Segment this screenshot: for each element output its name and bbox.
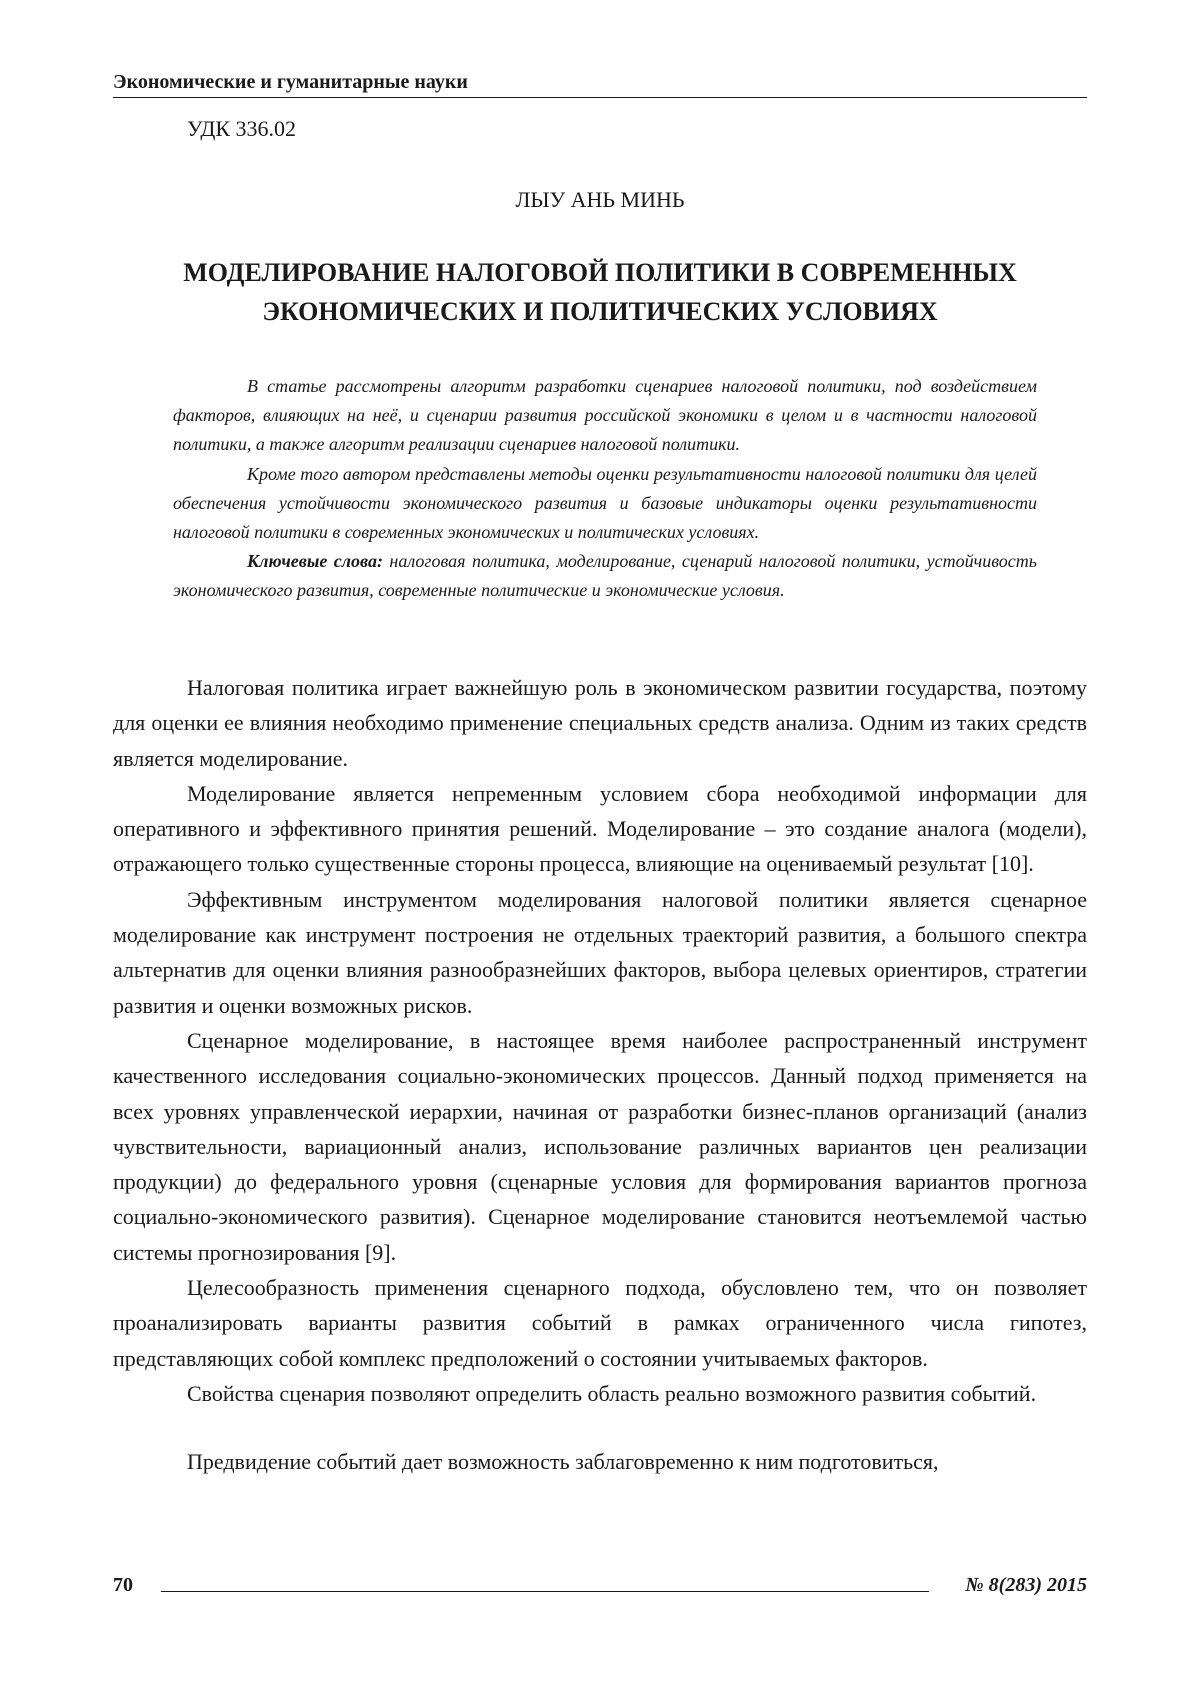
title-line-1: МОДЕЛИРОВАНИЕ НАЛОГОВОЙ ПОЛИТИКИ В СОВРЕМЕННЫХ bbox=[113, 253, 1087, 292]
body-paragraph: Сценарное моделирование, в настоящее время наиболее распространенный инструмент качественного исследования социально-экономических процессов. Данный подход применяется на всех уровнях управленческой иерархии, начиная от разработки бизнес-планов организаций (анализ чувствительности, вариационный анализ, использование различных вариантов цен реализации продукции) до федерального уровня (сценарные условия для формирования вариантов прогноза социально-экономического развития). Сценарное моделирование становится неотъемлемой частью системы прогнозирования [9]. bbox=[113, 1023, 1087, 1270]
body-paragraph: Моделирование является непременным условием сбора необходимой информации для оперативного и эффективного принятия решений. Моделирование – это создание аналога (модели), отражающего только существенные стороны процесса, влияющие на оцениваемый результат [10]. bbox=[113, 776, 1087, 882]
udk-code: УДК 336.02 bbox=[187, 116, 296, 142]
running-head: Экономические и гуманитарные науки bbox=[113, 71, 1087, 98]
title-line-2: ЭКОНОМИЧЕСКИХ И ПОЛИТИЧЕСКИХ УСЛОВИЯХ bbox=[113, 292, 1087, 331]
body-paragraph: Предвидение событий дает возможность заблаговременно к ним подготовиться, bbox=[113, 1444, 1087, 1479]
body-paragraph: Свойства сценария позволяют определить область реально возможного развития событий. bbox=[113, 1376, 1087, 1411]
body-paragraph: Целесообразность применения сценарного подхода, обусловлено тем, что он позволяет проанализировать варианты развития событий в рамках ограниченного числа гипотез, представляющих собой комплекс предположений о состоянии учитываемых факторов. bbox=[113, 1270, 1087, 1376]
page-number: 70 bbox=[113, 1574, 133, 1597]
abstract-paragraph-1: В статье рассмотрены алгоритм разработки сценариев налоговой политики, под воздействием факторов, влияющих на неё, и сценарии развития российской экономики в целом и в частности налоговой политики, а также алгоритм реализации сценариев налоговой политики. bbox=[173, 372, 1037, 460]
keywords bbox=[173, 547, 1037, 605]
issue-number: № 8(283) 2015 bbox=[965, 1574, 1087, 1597]
keywords-label: Ключевые слова: bbox=[247, 551, 383, 571]
footer-divider bbox=[161, 1591, 929, 1592]
body-paragraph: Налоговая политика играет важнейшую роль в экономическом развитии государства, поэтому для оценки ее влияния необходимо применение специальных средств анализа. Одним из таких средств является моделирование. bbox=[113, 670, 1087, 776]
abstract-paragraph-2: Кроме того автором представлены методы оценки результативности налоговой политики для целей обеспечения устойчивости экономического развития и базовые индикаторы оценки результативности налоговой политики в современных экономических и политических условиях. bbox=[173, 460, 1037, 548]
article-title bbox=[113, 253, 1087, 331]
author-name: ЛЫУ АНЬ МИНЬ bbox=[0, 187, 1200, 213]
keywords-list: налоговая политика, моделирование, сценарий налоговой политики, устойчивость экономического развития, современные политические и экономические условия. bbox=[173, 551, 1037, 600]
body-paragraph: Эффективным инструментом моделирования налоговой политики является сценарное моделирование как инструмент построения не отдельных траекторий развития, а большого спектра альтернатив для оценки влияния разнообразнейших факторов, выбора целевых ориентиров, стратегии развития и оценки возможных рисков. bbox=[113, 882, 1087, 1023]
page-footer bbox=[113, 1574, 1087, 1604]
abstract bbox=[173, 372, 1037, 606]
article-body bbox=[113, 670, 1087, 1480]
